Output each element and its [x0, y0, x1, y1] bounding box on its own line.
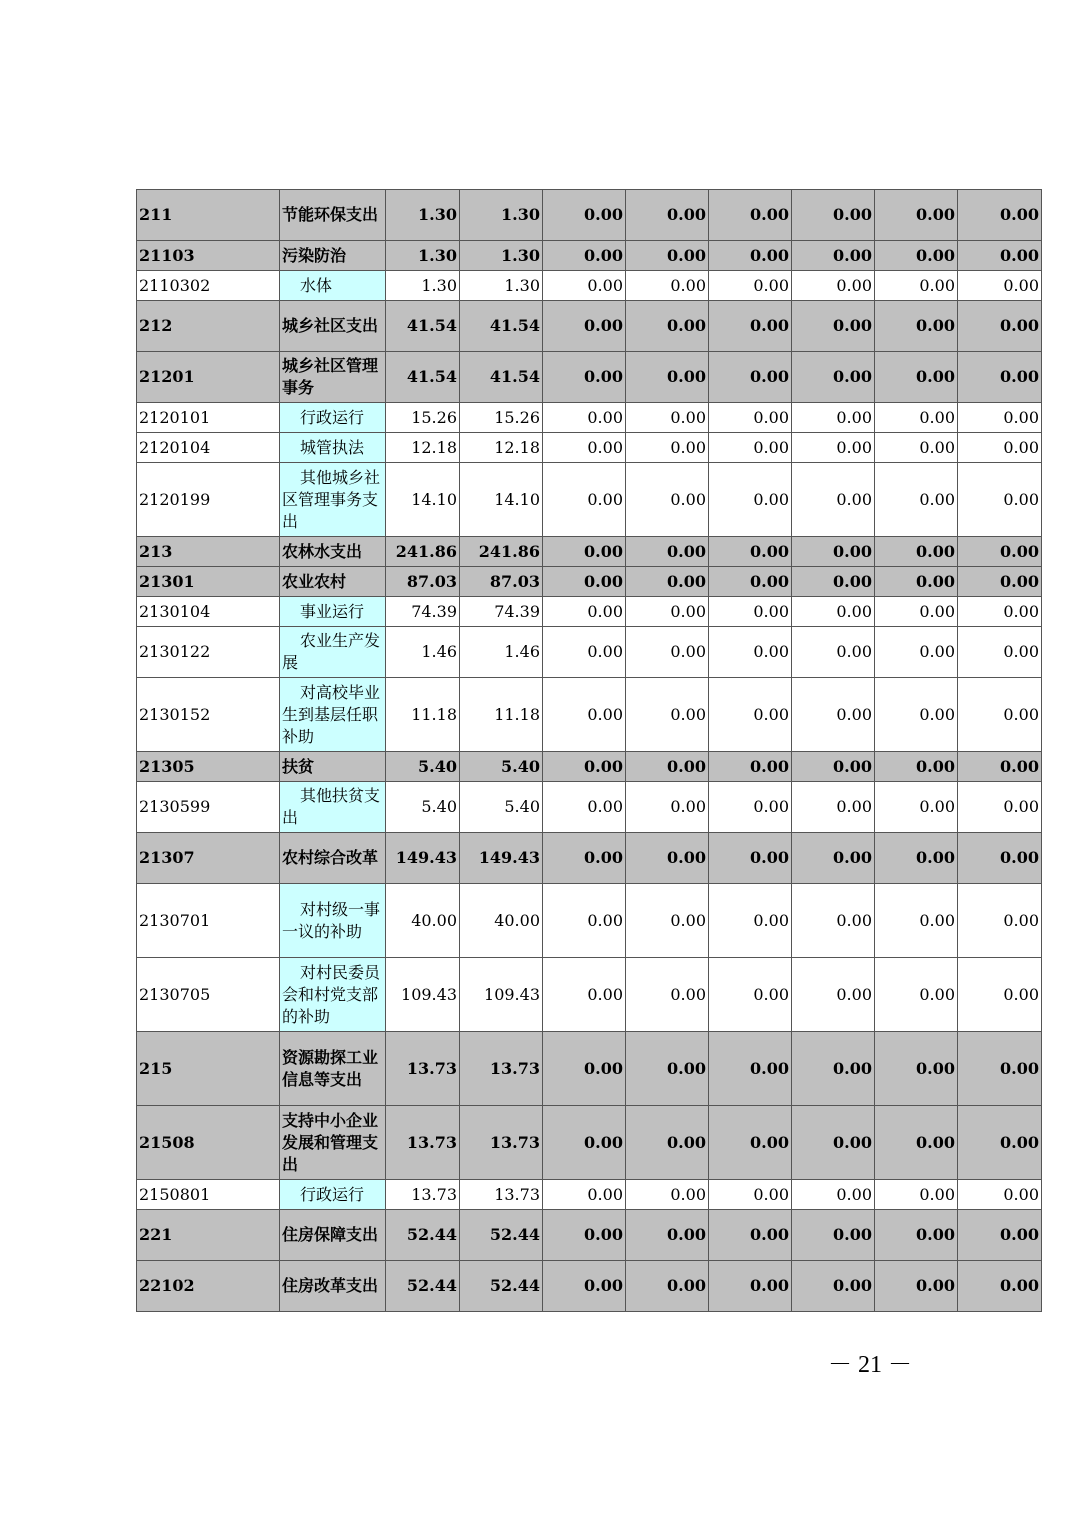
row-code: 2120101: [137, 403, 280, 433]
row-value: 1.30: [460, 241, 543, 271]
row-value: 0.00: [958, 782, 1042, 833]
row-value: 0.00: [958, 833, 1042, 884]
row-value: 0.00: [958, 752, 1042, 782]
row-name: 对村民委员会和村党支部的补助: [280, 958, 386, 1032]
row-value: 0.00: [709, 271, 792, 301]
row-value: 11.18: [386, 678, 460, 752]
row-value: 0.00: [875, 1210, 958, 1261]
row-value: 13.73: [386, 1180, 460, 1210]
row-value: 0.00: [792, 271, 875, 301]
row-value: 0.00: [543, 1032, 626, 1106]
row-value: 0.00: [543, 833, 626, 884]
row-value: 12.18: [460, 433, 543, 463]
row-value: 0.00: [626, 537, 709, 567]
row-value: 0.00: [626, 1261, 709, 1312]
row-code: 221: [137, 1210, 280, 1261]
row-value: 0.00: [958, 352, 1042, 403]
row-value: 0.00: [875, 782, 958, 833]
row-value: 15.26: [460, 403, 543, 433]
row-value: 0.00: [875, 190, 958, 241]
row-value: 0.00: [709, 301, 792, 352]
table-body: [137, 190, 1042, 1312]
row-value: 0.00: [875, 241, 958, 271]
row-value: 0.00: [875, 1106, 958, 1180]
row-value: 0.00: [958, 627, 1042, 678]
row-value: 0.00: [792, 678, 875, 752]
row-value: 0.00: [709, 463, 792, 537]
row-value: 0.00: [543, 567, 626, 597]
budget-table: [136, 189, 1042, 1312]
row-code: 21508: [137, 1106, 280, 1180]
row-value: 0.00: [792, 1261, 875, 1312]
table-row: [137, 782, 1042, 833]
row-value: 0.00: [543, 627, 626, 678]
row-value: 5.40: [460, 782, 543, 833]
table-row: [137, 1032, 1042, 1106]
row-value: 0.00: [626, 301, 709, 352]
row-value: 0.00: [875, 403, 958, 433]
row-value: 0.00: [626, 352, 709, 403]
row-name: 城乡社区管理事务: [280, 352, 386, 403]
row-name: 水体: [280, 271, 386, 301]
row-value: 1.30: [460, 190, 543, 241]
row-name: 资源勘探工业信息等支出: [280, 1032, 386, 1106]
row-value: 0.00: [709, 1106, 792, 1180]
table-row: [137, 884, 1042, 958]
row-value: 0.00: [543, 1210, 626, 1261]
table-row: [137, 301, 1042, 352]
row-value: 0.00: [709, 833, 792, 884]
table-row: [137, 958, 1042, 1032]
row-value: 0.00: [626, 1032, 709, 1106]
row-code: 21103: [137, 241, 280, 271]
row-value: 0.00: [626, 1210, 709, 1261]
row-code: 2130104: [137, 597, 280, 627]
row-code: 213: [137, 537, 280, 567]
row-value: 0.00: [875, 1032, 958, 1106]
row-value: 0.00: [709, 352, 792, 403]
row-value: 0.00: [792, 190, 875, 241]
row-value: 14.10: [386, 463, 460, 537]
row-value: 1.30: [460, 271, 543, 301]
row-value: 0.00: [543, 403, 626, 433]
row-name: 住房保障支出: [280, 1210, 386, 1261]
row-value: 41.54: [386, 301, 460, 352]
row-name: 其他城乡社区管理事务支出: [280, 463, 386, 537]
row-value: 52.44: [386, 1261, 460, 1312]
row-value: 0.00: [958, 884, 1042, 958]
row-value: 0.00: [958, 1210, 1042, 1261]
row-value: 0.00: [875, 833, 958, 884]
row-code: 21307: [137, 833, 280, 884]
row-value: 0.00: [792, 403, 875, 433]
row-value: 0.00: [709, 567, 792, 597]
row-value: 0.00: [626, 833, 709, 884]
row-value: 13.73: [460, 1032, 543, 1106]
row-value: 0.00: [792, 597, 875, 627]
row-value: 0.00: [792, 833, 875, 884]
table-row: [137, 537, 1042, 567]
row-value: 0.00: [709, 403, 792, 433]
row-value: 0.00: [958, 301, 1042, 352]
row-value: 0.00: [543, 352, 626, 403]
row-name: 扶贫: [280, 752, 386, 782]
row-value: 0.00: [543, 597, 626, 627]
row-value: 109.43: [460, 958, 543, 1032]
row-value: 13.73: [386, 1032, 460, 1106]
table-row: [137, 752, 1042, 782]
row-value: 0.00: [792, 301, 875, 352]
row-code: 2120199: [137, 463, 280, 537]
row-value: 0.00: [626, 597, 709, 627]
row-value: 11.18: [460, 678, 543, 752]
row-name: 城乡社区支出: [280, 301, 386, 352]
row-value: 0.00: [792, 958, 875, 1032]
row-value: 5.40: [460, 752, 543, 782]
row-value: 0.00: [875, 537, 958, 567]
row-value: 0.00: [626, 241, 709, 271]
row-value: 0.00: [875, 463, 958, 537]
row-value: 41.54: [460, 301, 543, 352]
row-value: 0.00: [709, 190, 792, 241]
row-value: 1.30: [386, 190, 460, 241]
table-row: [137, 433, 1042, 463]
row-value: 149.43: [460, 833, 543, 884]
row-value: 0.00: [875, 958, 958, 1032]
row-name: 城管执法: [280, 433, 386, 463]
row-value: 0.00: [709, 678, 792, 752]
table-row: [137, 678, 1042, 752]
table-row: [137, 1180, 1042, 1210]
row-value: 0.00: [958, 1180, 1042, 1210]
row-name: 住房改革支出: [280, 1261, 386, 1312]
row-value: 40.00: [386, 884, 460, 958]
row-name: 农村综合改革: [280, 833, 386, 884]
table-row: [137, 463, 1042, 537]
row-value: 0.00: [958, 463, 1042, 537]
row-name: 其他扶贫支出: [280, 782, 386, 833]
row-value: 13.73: [460, 1106, 543, 1180]
row-name: 对高校毕业生到基层任职补助: [280, 678, 386, 752]
row-value: 0.00: [626, 403, 709, 433]
row-value: 0.00: [543, 1180, 626, 1210]
row-value: 0.00: [792, 752, 875, 782]
row-value: 0.00: [709, 241, 792, 271]
row-value: 0.00: [543, 433, 626, 463]
row-code: 2150801: [137, 1180, 280, 1210]
row-value: 0.00: [958, 597, 1042, 627]
row-value: 0.00: [543, 271, 626, 301]
table-row: [137, 627, 1042, 678]
row-value: 0.00: [543, 463, 626, 537]
row-value: 0.00: [543, 782, 626, 833]
row-value: 0.00: [792, 433, 875, 463]
row-name: 农业农村: [280, 567, 386, 597]
row-value: 0.00: [543, 752, 626, 782]
row-value: 0.00: [626, 958, 709, 1032]
row-value: 0.00: [958, 1261, 1042, 1312]
row-value: 52.44: [386, 1210, 460, 1261]
row-value: 0.00: [543, 884, 626, 958]
row-value: 0.00: [792, 463, 875, 537]
row-value: 5.40: [386, 782, 460, 833]
row-value: 52.44: [460, 1261, 543, 1312]
table-row: [137, 403, 1042, 433]
row-value: 0.00: [875, 1180, 958, 1210]
row-value: 0.00: [709, 627, 792, 678]
row-code: 2120104: [137, 433, 280, 463]
row-value: 0.00: [792, 352, 875, 403]
row-value: 0.00: [792, 884, 875, 958]
row-name: 对村级一事一议的补助: [280, 884, 386, 958]
row-value: 87.03: [386, 567, 460, 597]
row-code: 2130701: [137, 884, 280, 958]
row-value: 0.00: [709, 1261, 792, 1312]
row-value: 0.00: [543, 678, 626, 752]
row-value: 0.00: [792, 1210, 875, 1261]
row-value: 74.39: [460, 597, 543, 627]
row-value: 0.00: [958, 567, 1042, 597]
row-name: 农林水支出: [280, 537, 386, 567]
table-row: [137, 833, 1042, 884]
row-value: 5.40: [386, 752, 460, 782]
row-value: 0.00: [709, 597, 792, 627]
row-code: 21301: [137, 567, 280, 597]
table-row: [137, 597, 1042, 627]
row-code: 2110302: [137, 271, 280, 301]
row-value: 0.00: [875, 271, 958, 301]
row-value: 0.00: [626, 567, 709, 597]
row-name: 农业生产发展: [280, 627, 386, 678]
row-code: 2130705: [137, 958, 280, 1032]
row-value: 0.00: [958, 678, 1042, 752]
row-code: 2130599: [137, 782, 280, 833]
row-value: 0.00: [875, 627, 958, 678]
row-value: 0.00: [958, 433, 1042, 463]
row-value: 0.00: [792, 782, 875, 833]
table-row: [137, 352, 1042, 403]
row-name: 行政运行: [280, 1180, 386, 1210]
row-value: 0.00: [875, 678, 958, 752]
row-code: 212: [137, 301, 280, 352]
row-value: 0.00: [626, 782, 709, 833]
row-value: 12.18: [386, 433, 460, 463]
row-value: 0.00: [792, 627, 875, 678]
row-value: 0.00: [792, 1032, 875, 1106]
row-value: 0.00: [626, 1106, 709, 1180]
row-value: 0.00: [958, 958, 1042, 1032]
row-value: 0.00: [626, 1180, 709, 1210]
row-code: 21201: [137, 352, 280, 403]
row-code: 215: [137, 1032, 280, 1106]
row-value: 0.00: [792, 1106, 875, 1180]
row-value: 0.00: [958, 190, 1042, 241]
table-row: [137, 1210, 1042, 1261]
row-value: 0.00: [958, 1032, 1042, 1106]
row-name: 节能环保支出: [280, 190, 386, 241]
row-value: 0.00: [543, 190, 626, 241]
row-name: 污染防治: [280, 241, 386, 271]
row-value: 0.00: [875, 597, 958, 627]
row-code: 22102: [137, 1261, 280, 1312]
row-value: 0.00: [626, 190, 709, 241]
row-value: 0.00: [709, 433, 792, 463]
row-name: 事业运行: [280, 597, 386, 627]
row-value: 0.00: [875, 1261, 958, 1312]
row-value: 149.43: [386, 833, 460, 884]
row-value: 0.00: [709, 1210, 792, 1261]
row-value: 0.00: [792, 537, 875, 567]
row-value: 0.00: [875, 352, 958, 403]
row-value: 0.00: [626, 271, 709, 301]
row-value: 0.00: [543, 1106, 626, 1180]
row-value: 13.73: [386, 1106, 460, 1180]
row-value: 0.00: [875, 567, 958, 597]
row-value: 0.00: [709, 1032, 792, 1106]
row-value: 241.86: [386, 537, 460, 567]
row-value: 0.00: [958, 403, 1042, 433]
row-code: 21305: [137, 752, 280, 782]
table-row: [137, 271, 1042, 301]
row-value: 241.86: [460, 537, 543, 567]
table-row: [137, 567, 1042, 597]
row-value: 0.00: [626, 463, 709, 537]
row-value: 0.00: [543, 958, 626, 1032]
row-value: 0.00: [709, 537, 792, 567]
row-value: 0.00: [709, 752, 792, 782]
row-value: 0.00: [958, 241, 1042, 271]
row-value: 0.00: [792, 241, 875, 271]
row-name: 支持中小企业发展和管理支出: [280, 1106, 386, 1180]
row-value: 0.00: [958, 537, 1042, 567]
table-row: [137, 241, 1042, 271]
page-number: － 21 －: [828, 1352, 912, 1378]
row-value: 41.54: [460, 352, 543, 403]
row-value: 0.00: [626, 627, 709, 678]
row-value: 52.44: [460, 1210, 543, 1261]
row-value: 15.26: [386, 403, 460, 433]
row-value: 0.00: [875, 752, 958, 782]
table-row: [137, 190, 1042, 241]
row-code: 211: [137, 190, 280, 241]
row-value: 0.00: [626, 433, 709, 463]
table-row: [137, 1261, 1042, 1312]
row-value: 109.43: [386, 958, 460, 1032]
row-value: 0.00: [958, 271, 1042, 301]
row-value: 1.30: [386, 241, 460, 271]
row-value: 40.00: [460, 884, 543, 958]
row-value: 0.00: [709, 1180, 792, 1210]
row-code: 2130122: [137, 627, 280, 678]
row-value: 0.00: [543, 241, 626, 271]
row-value: 0.00: [543, 1261, 626, 1312]
row-value: 0.00: [543, 537, 626, 567]
row-value: 1.46: [460, 627, 543, 678]
row-value: 0.00: [626, 678, 709, 752]
row-value: 0.00: [958, 1106, 1042, 1180]
row-value: 0.00: [709, 958, 792, 1032]
row-value: 0.00: [792, 1180, 875, 1210]
table-row: [137, 1106, 1042, 1180]
row-value: 0.00: [709, 884, 792, 958]
row-value: 0.00: [543, 301, 626, 352]
row-value: 0.00: [626, 752, 709, 782]
row-value: 1.46: [386, 627, 460, 678]
row-value: 0.00: [709, 782, 792, 833]
row-value: 0.00: [626, 884, 709, 958]
row-value: 0.00: [875, 433, 958, 463]
row-value: 87.03: [460, 567, 543, 597]
row-value: 41.54: [386, 352, 460, 403]
row-value: 0.00: [875, 301, 958, 352]
row-name: 行政运行: [280, 403, 386, 433]
row-value: 1.30: [386, 271, 460, 301]
row-value: 0.00: [792, 567, 875, 597]
row-code: 2130152: [137, 678, 280, 752]
row-value: 14.10: [460, 463, 543, 537]
row-value: 0.00: [875, 884, 958, 958]
row-value: 13.73: [460, 1180, 543, 1210]
row-value: 74.39: [386, 597, 460, 627]
